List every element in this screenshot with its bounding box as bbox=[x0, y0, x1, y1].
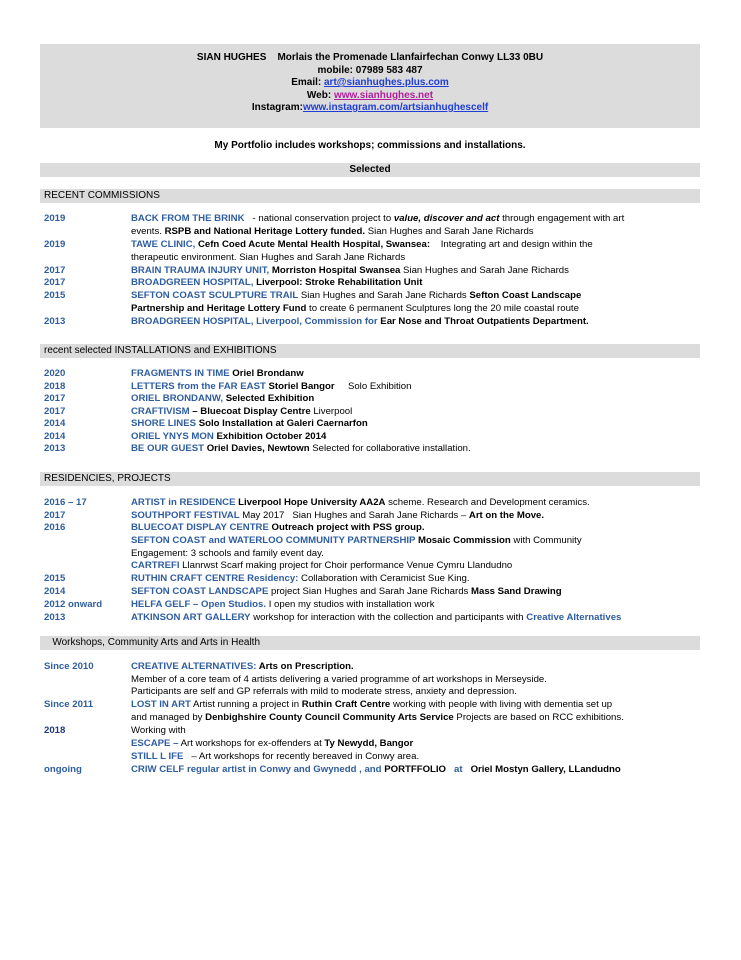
selected-banner: Selected bbox=[40, 163, 700, 177]
web-link[interactable]: www.sianhughes.net bbox=[333, 89, 434, 101]
section-commissions: RECENT COMMISSIONS bbox=[40, 189, 700, 203]
instagram-line: Instagram:www.instagram.com/artsianhughescelf bbox=[251, 102, 489, 113]
intro-text: My Portfolio includes workshops; commissions and installations. bbox=[214, 140, 526, 151]
instagram-link[interactable]: www.instagram.com/artsianhughescelf bbox=[302, 102, 489, 113]
section-installations: recent selected INSTALLATIONS and EXHIBITIONS bbox=[40, 344, 700, 358]
mobile: mobile: 07989 583 487 bbox=[317, 64, 423, 76]
contact-header bbox=[40, 44, 700, 128]
name-address: SIAN HUGHES Morlais the Promenade Llanfairfechan Conwy LL33 0BU bbox=[196, 52, 544, 63]
section-residencies: RESIDENCIES, PROJECTS bbox=[40, 472, 700, 486]
email-link[interactable]: art@sianhughes.plus.com bbox=[324, 77, 449, 88]
web-line: Web: www.sianhughes.net bbox=[306, 89, 434, 101]
section-workshops: Workshops, Community Arts and Arts in Health bbox=[40, 636, 700, 650]
email-line: Email: art@sianhughes.plus.com bbox=[291, 77, 449, 88]
